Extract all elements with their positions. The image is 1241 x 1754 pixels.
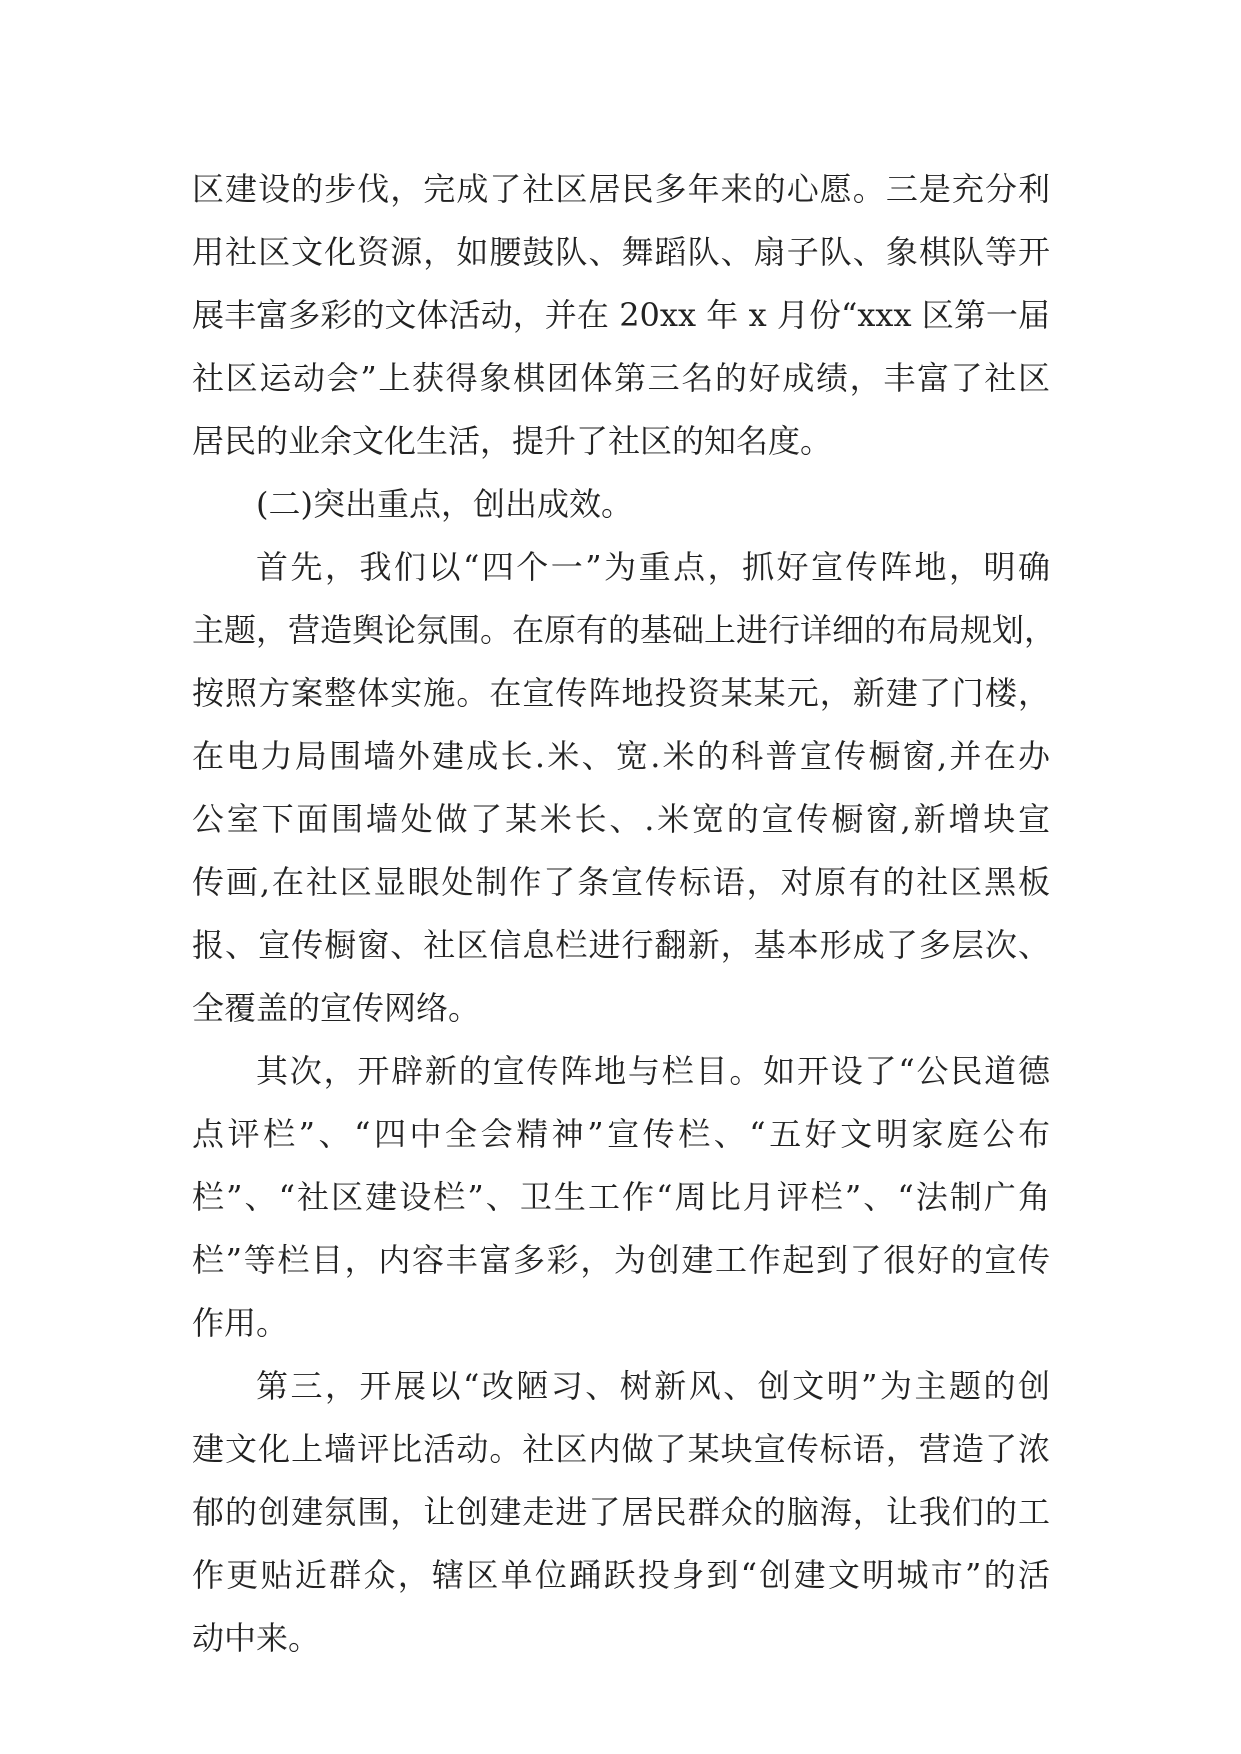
- text-line: (二)突出重点，创出成效。: [256, 485, 633, 523]
- text-line: 郁的创建氛围，让创建走进了居民群众的脑海，让我们的工: [192, 1493, 1050, 1531]
- paragraph: [192, 1355, 1050, 1670]
- text-line: 全覆盖的宣传网络。: [192, 989, 481, 1027]
- text-line: 其次，开辟新的宣传阵地与栏目。如开设了“公民道德: [256, 1052, 1050, 1090]
- text-line: 点评栏”、“四中全会精神”宣传栏、“五好文明家庭公布: [192, 1115, 1050, 1153]
- paragraph: [192, 536, 1057, 1040]
- text-line: 用社区文化资源，如腰鼓队、舞蹈队、扇子队、象棋队等开: [192, 233, 1050, 271]
- paragraph: [192, 158, 1050, 473]
- document-body: [192, 158, 1057, 1670]
- text-line: 作用。: [192, 1304, 289, 1342]
- paragraph: [192, 1040, 1050, 1355]
- text-line: 区建设的步伐，完成了社区居民多年来的心愿。三是充分利: [192, 170, 1050, 208]
- text-line: 动中来。: [192, 1619, 321, 1657]
- text-line: 首先，我们以“四个一”为重点，抓好宣传阵地，明确: [256, 548, 1050, 586]
- text-line: 报、宣传橱窗、社区信息栏进行翻新，基本形成了多层次、: [192, 926, 1050, 964]
- text-line: 主题，营造舆论氛围。在原有的基础上进行详细的布局规划，: [192, 611, 1057, 649]
- text-line: 栏”、“社区建设栏”、卫生工作“周比月评栏”、“法制广角: [192, 1178, 1050, 1216]
- text-line: 在电力局围墙外建成长.米、宽.米的科普宣传橱窗,并在办: [192, 737, 1050, 775]
- text-line: 作更贴近群众，辖区单位踊跃投身到“创建文明城市”的活: [192, 1556, 1050, 1594]
- text-line: 展丰富多彩的文体活动，并在 20xx 年 x 月份“xxx 区第一届: [192, 296, 1050, 334]
- text-line: 社区运动会”上获得象棋团体第三名的好成绩，丰富了社区: [192, 359, 1050, 397]
- text-line: 第三，开展以“改陋习、树新风、创文明”为主题的创: [256, 1367, 1050, 1405]
- section-heading: [192, 473, 1050, 536]
- text-line: 居民的业余文化生活，提升了社区的知名度。: [192, 422, 833, 460]
- text-line: 传画,在社区显眼处制作了条宣传标语，对原有的社区黑板: [192, 863, 1050, 901]
- text-line: 栏”等栏目，内容丰富多彩，为创建工作起到了很好的宣传: [192, 1241, 1050, 1279]
- text-line: 公室下面围墙处做了某米长、.米宽的宣传橱窗,新增块宣: [192, 800, 1050, 838]
- text-line: 按照方案整体实施。在宣传阵地投资某某元，新建了门楼，: [192, 674, 1050, 712]
- text-line: 建文化上墙评比活动。社区内做了某块宣传标语，营造了浓: [192, 1430, 1050, 1468]
